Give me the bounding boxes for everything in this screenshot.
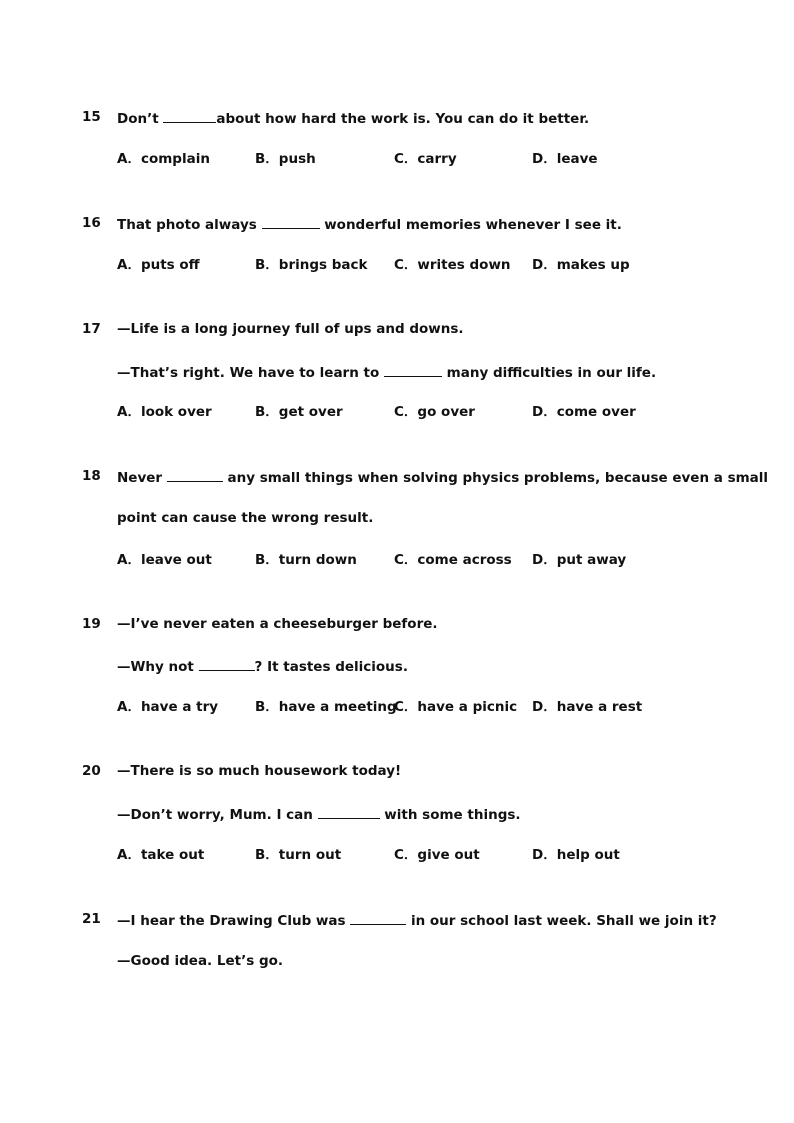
option-b[interactable]: B．brings back [255, 257, 368, 273]
answer-blank [199, 656, 255, 671]
option-b[interactable]: B．turn down [255, 552, 357, 568]
stem-text: many difficulties in our life. [441, 365, 657, 381]
answer-blank [350, 910, 406, 925]
question-number: 18 [82, 468, 101, 484]
option-d[interactable]: D．help out [532, 847, 620, 863]
stem-text: point can cause the wrong result. [117, 510, 374, 526]
option-c[interactable]: C．give out [394, 847, 480, 863]
option-a[interactable]: A．complain [117, 151, 210, 167]
option-a[interactable]: A．have a try [117, 699, 219, 715]
answer-options [117, 698, 717, 716]
option-d[interactable]: D．put away [532, 552, 627, 568]
option-a[interactable]: A．leave out [117, 552, 212, 568]
answer-blank [163, 108, 216, 123]
option-c[interactable]: C．carry [394, 151, 457, 167]
stem-text: Never [117, 470, 167, 486]
answer-blank [318, 804, 380, 819]
question-stem [117, 804, 521, 824]
stem-text: with some things. [379, 807, 521, 823]
question-stem [117, 615, 438, 633]
stem-text: —There is so much housework today! [117, 763, 402, 779]
question-stem [117, 214, 622, 234]
stem-text: —Life is a long journey full of ups and downs. [117, 321, 464, 337]
answer-options [117, 551, 717, 569]
option-c[interactable]: C．writes down [394, 257, 511, 273]
stem-text: about how hard the work is. You can do it better. [216, 111, 590, 127]
option-d[interactable]: D．makes up [532, 257, 630, 273]
option-c[interactable]: C．come across [394, 552, 512, 568]
question-stem [117, 952, 283, 970]
answer-options [117, 403, 717, 421]
stem-text: ? It tastes delicious. [254, 659, 408, 675]
answer-blank [167, 467, 223, 482]
question-stem [117, 320, 464, 338]
option-d[interactable]: D．leave [532, 151, 598, 167]
option-a[interactable]: A．puts off [117, 257, 200, 273]
stem-text: —I hear the Drawing Club was [117, 913, 351, 929]
question-number: 17 [82, 321, 101, 337]
option-b[interactable]: B．get over [255, 404, 343, 420]
answer-options [117, 846, 717, 864]
option-d[interactable]: D．come over [532, 404, 636, 420]
answer-blank [262, 214, 320, 229]
stem-text: any small things when solving physics problems, because even a small [222, 470, 769, 486]
question-number: 16 [82, 215, 101, 231]
question-stem [117, 910, 717, 930]
stem-text: Don’t [117, 111, 164, 127]
question-stem [117, 467, 768, 487]
question-number: 15 [82, 109, 101, 125]
option-a[interactable]: A．look over [117, 404, 212, 420]
stem-text: —Good idea. Let’s go. [117, 953, 284, 969]
option-b[interactable]: B．push [255, 151, 316, 167]
question-number: 19 [82, 616, 101, 632]
stem-text: —Why not [117, 659, 199, 675]
stem-text: in our school last week. Shall we join it? [406, 913, 717, 929]
option-a[interactable]: A．take out [117, 847, 205, 863]
option-c[interactable]: C．go over [394, 404, 475, 420]
question-stem [117, 362, 656, 382]
stem-text: That photo always [117, 217, 262, 233]
answer-options [117, 256, 717, 274]
answer-blank [384, 362, 442, 377]
stem-text: —Don’t worry, Mum. I can [117, 807, 318, 823]
option-b[interactable]: B．have a meeting [255, 699, 397, 715]
option-b[interactable]: B．turn out [255, 847, 342, 863]
question-stem [117, 509, 373, 527]
question-stem [117, 108, 589, 128]
option-c[interactable]: C．have a picnic [394, 699, 518, 715]
stem-text: wonderful memories whenever I see it. [319, 217, 622, 233]
answer-options [117, 150, 717, 168]
question-number: 21 [82, 911, 101, 927]
question-stem [117, 762, 401, 780]
stem-text: —I’ve never eaten a cheeseburger before. [117, 616, 438, 632]
question-stem [117, 656, 408, 676]
stem-text: —That’s right. We have to learn to [117, 365, 384, 381]
question-number: 20 [82, 763, 101, 779]
option-d[interactable]: D．have a rest [532, 699, 643, 715]
